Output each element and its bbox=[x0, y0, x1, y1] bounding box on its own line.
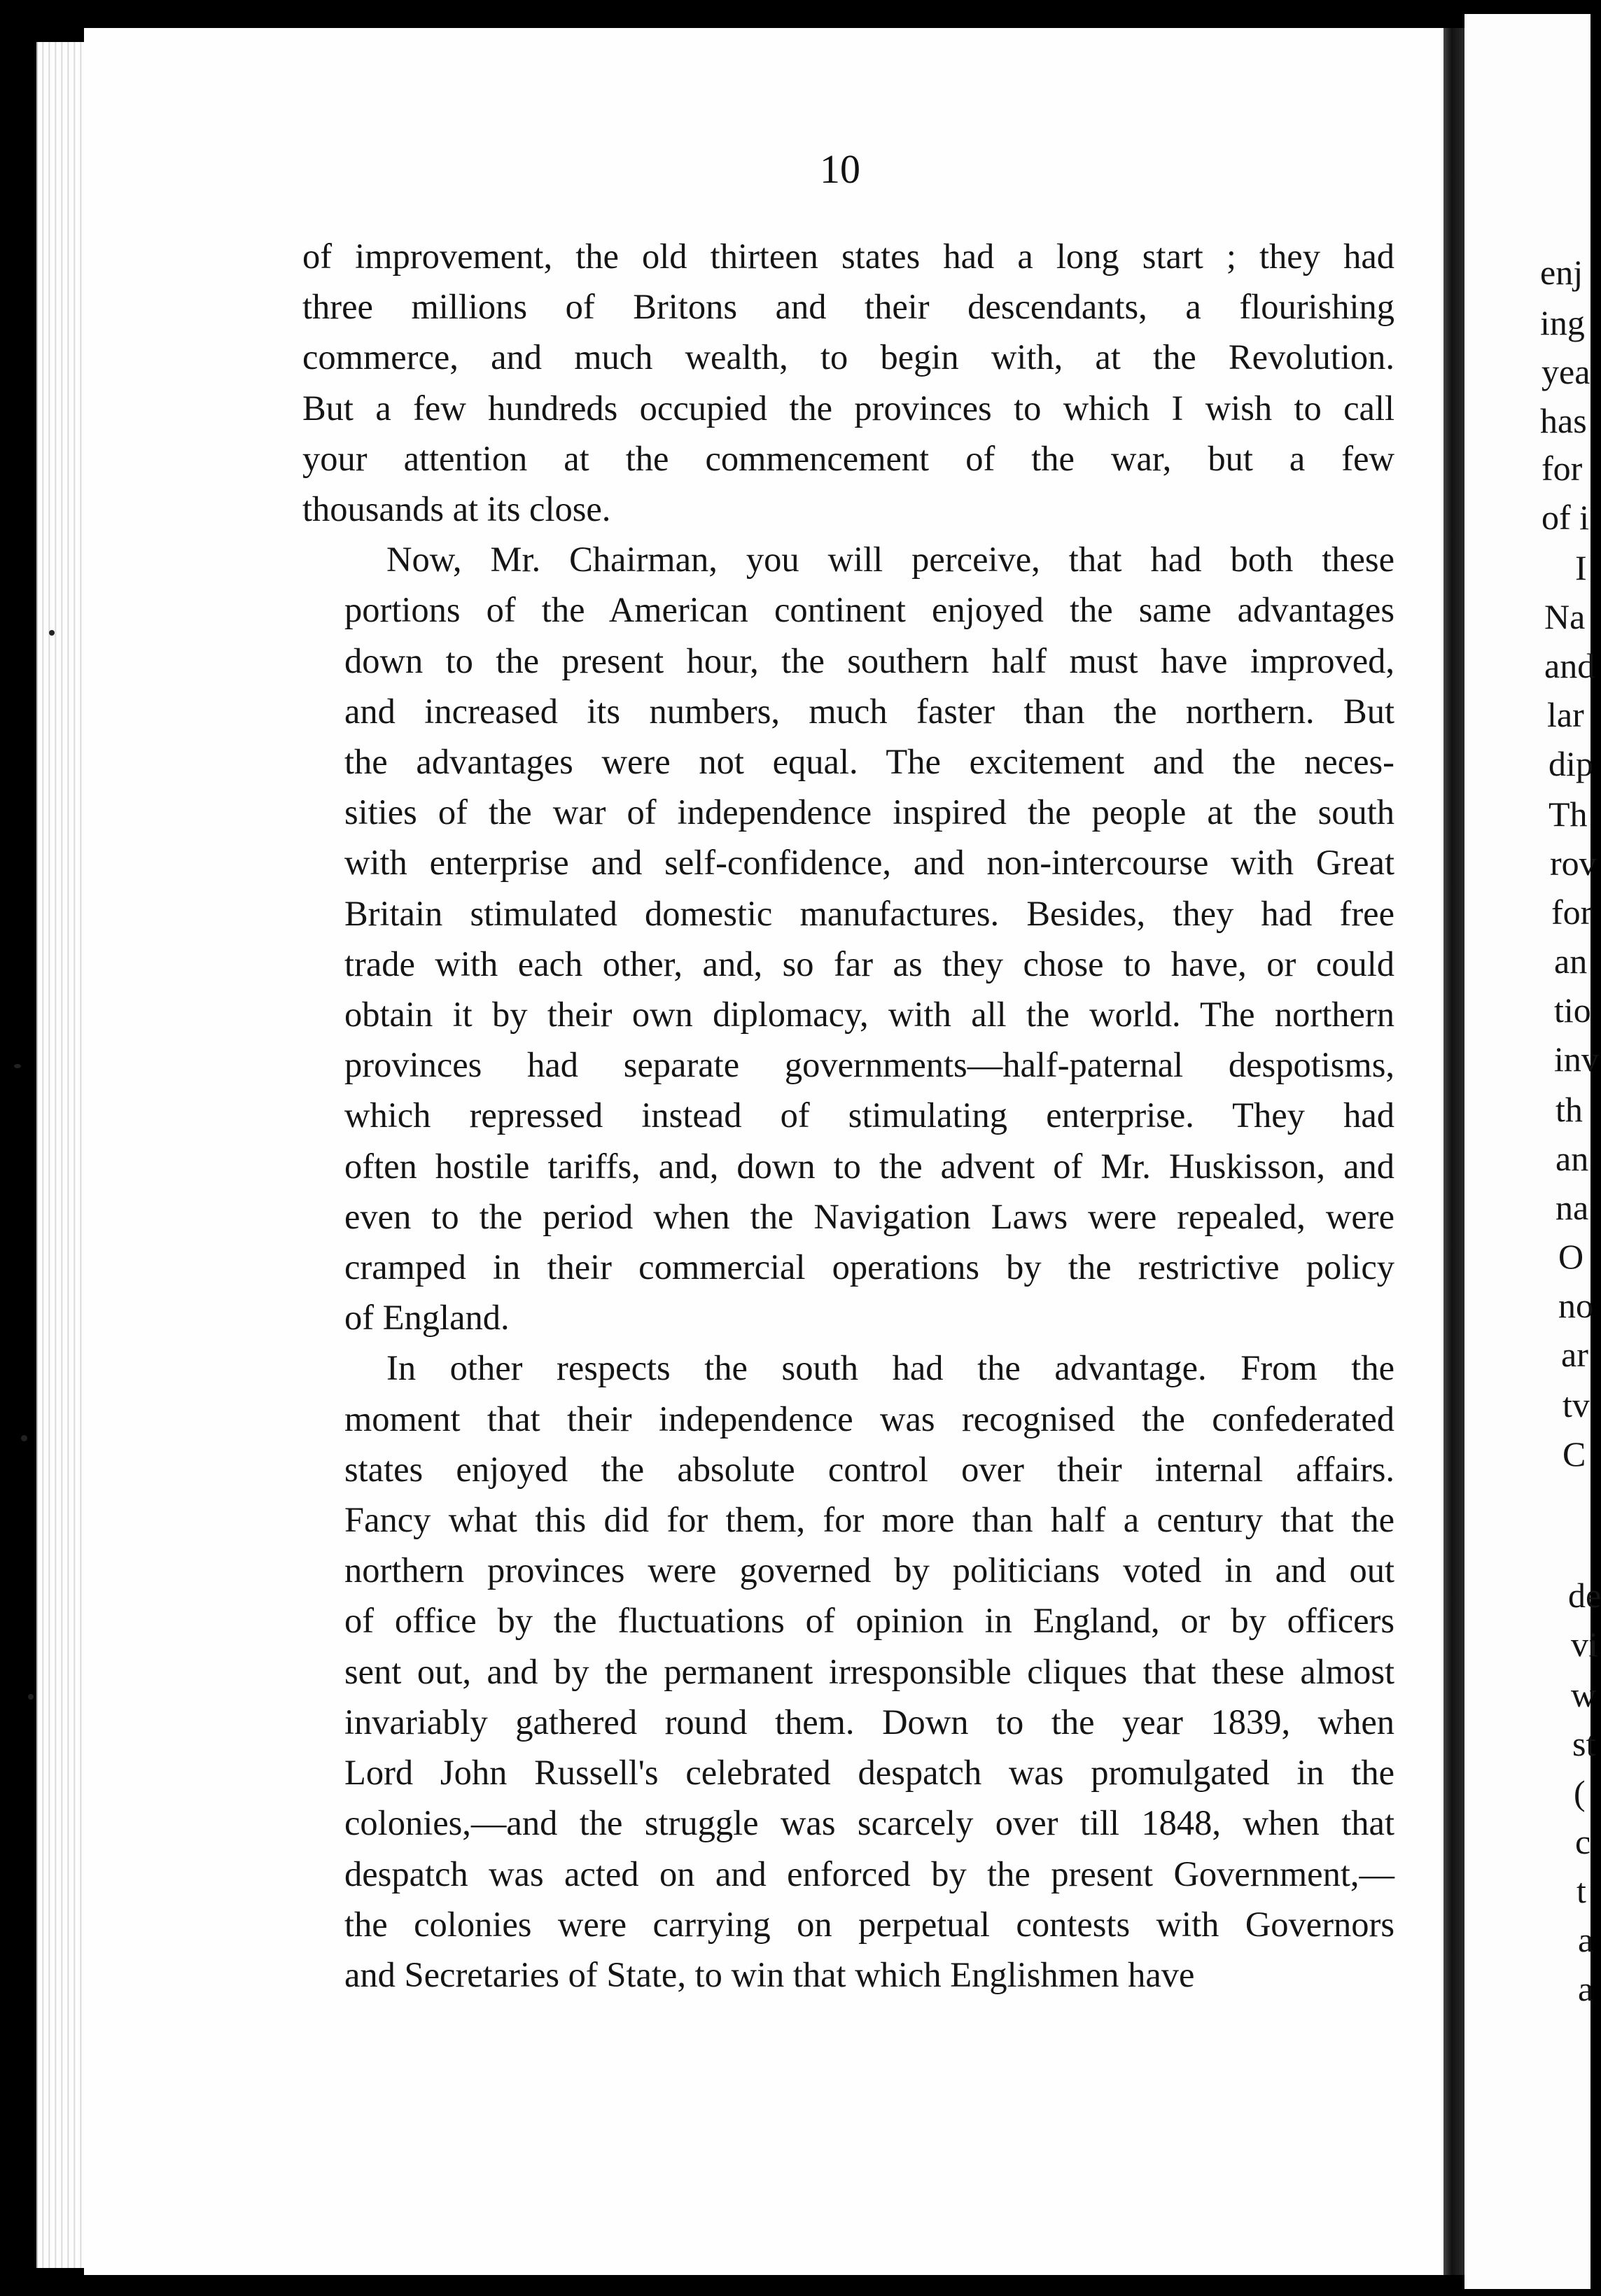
facing-page-fragment: c bbox=[1575, 1822, 1591, 1861]
text-line: the colonies were carrying on perpetual contests with Governors bbox=[344, 1904, 1394, 1944]
text-line: the advantages were not equal. The excitement and the neces- bbox=[344, 742, 1394, 782]
facing-page-fragment: tv bbox=[1562, 1385, 1590, 1424]
text-line: three millions of Britons and their descendants, a flourishing bbox=[302, 287, 1394, 327]
text-line: moment that their independence was recognised the confederated bbox=[344, 1399, 1394, 1438]
facing-page-fragment: t bbox=[1576, 1871, 1586, 1910]
text-line: even to the period when the Navigation Laws were repealed, were bbox=[344, 1196, 1394, 1236]
facing-page-fragment: Na bbox=[1544, 597, 1586, 636]
facing-page-fragment: I bbox=[1575, 548, 1587, 587]
facing-page-fragment: lar bbox=[1547, 695, 1584, 734]
facing-page-fragment: a bbox=[1578, 1969, 1594, 2008]
facing-page-fragment: st bbox=[1572, 1724, 1596, 1763]
text-line: northern provinces were governed by politicians voted in and out bbox=[344, 1550, 1394, 1590]
text-line: which repressed instead of stimulating enterprise. They had bbox=[344, 1096, 1394, 1135]
facing-page-fragment: O bbox=[1558, 1237, 1584, 1276]
text-line: invariably gathered round them. Down to the year 1839, when bbox=[344, 1702, 1394, 1742]
text-line: despatch was acted on and enforced by the present Government,— bbox=[344, 1854, 1394, 1893]
text-line: sent out, and by the permanent irresponsible cliques that these almost bbox=[344, 1651, 1394, 1691]
facing-page-fragment: tio bbox=[1554, 990, 1591, 1030]
facing-page-fragment: vi bbox=[1571, 1625, 1598, 1664]
text-line: Lord John Russell's celebrated despatch was promulgated in the bbox=[344, 1753, 1394, 1793]
text-line: and increased its numbers, much faster than the northern. But bbox=[344, 691, 1394, 731]
facing-page-fragment: and bbox=[1544, 646, 1595, 685]
paragraph bbox=[302, 534, 1394, 1343]
text-line: states enjoyed the absolute control over their internal affairs. bbox=[344, 1449, 1394, 1489]
text-line: Fancy what this did for them, for more than half a century that the bbox=[344, 1500, 1394, 1540]
text-line: often hostile tariffs, and, down to the advent of Mr. Huskisson, and bbox=[344, 1146, 1394, 1186]
scan-speck bbox=[21, 1435, 27, 1441]
text-line: down to the present hour, the southern half must have improved, bbox=[344, 640, 1394, 680]
text-line: your attention at the commencement of the war, but a few bbox=[302, 438, 1394, 478]
facing-page-fragment: rov bbox=[1550, 844, 1597, 883]
scan-speck bbox=[14, 1064, 21, 1068]
facing-page-fragment: for bbox=[1551, 892, 1593, 932]
text-line: provinces had separate governments—half-paternal despotisms, bbox=[344, 1045, 1394, 1085]
facing-page-fragment: an bbox=[1555, 1139, 1589, 1178]
paragraph bbox=[302, 1343, 1394, 2000]
book-gutter bbox=[1443, 28, 1464, 2275]
text-line: of office by the fluctuations of opinion in England, or by officers bbox=[344, 1601, 1394, 1641]
text-line: thousands at its close. bbox=[302, 489, 611, 529]
scan-speck bbox=[28, 1694, 34, 1700]
facing-page-fragment: enj bbox=[1540, 253, 1583, 292]
facing-page-fragment: ing bbox=[1540, 303, 1585, 342]
facing-page-fragment: w bbox=[1571, 1675, 1597, 1714]
facing-page-fragment: th bbox=[1555, 1090, 1583, 1129]
text-line: commerce, and much wealth, to begin with, at the Revolution. bbox=[302, 337, 1394, 377]
text-line: with enterprise and self-confidence, and non-intercourse with Great bbox=[344, 843, 1394, 883]
facing-page-fragment: Th bbox=[1548, 794, 1588, 834]
facing-page-fragment: no bbox=[1558, 1286, 1593, 1325]
text-line: of improvement, the old thirteen states had a long start ; they had bbox=[302, 237, 1394, 276]
facing-page-fragment: ( bbox=[1574, 1773, 1586, 1812]
facing-page-fragment: ar bbox=[1561, 1335, 1588, 1374]
text-line: cramped in their commercial operations by the restrictive policy bbox=[344, 1247, 1394, 1287]
facing-page-fragment: a bbox=[1578, 1920, 1594, 1959]
text-line: In other respects the south had the advantage. From the bbox=[386, 1348, 1394, 1388]
facing-page-fragment: yea bbox=[1541, 352, 1590, 391]
text-line: Now, Mr. Chairman, you will perceive, that had both these bbox=[386, 540, 1394, 580]
text-line: trade with each other, and, so far as they chose to have, or could bbox=[344, 944, 1394, 983]
body-text bbox=[302, 231, 1394, 2000]
text-line: Britain stimulated domestic manufactures. Besides, they had free bbox=[344, 893, 1394, 933]
text-line: sities of the war of independence inspired the people at the south bbox=[344, 792, 1394, 832]
text-line: of England. bbox=[344, 1298, 510, 1338]
facing-page-fragment: an bbox=[1554, 941, 1588, 981]
facing-page-fragment: C bbox=[1562, 1434, 1586, 1474]
paragraph bbox=[302, 231, 1394, 534]
facing-page-fragment: de bbox=[1568, 1576, 1601, 1615]
facing-page-fragment: has bbox=[1540, 401, 1587, 440]
facing-page-fragment: na bbox=[1555, 1188, 1589, 1227]
text-line: colonies,—and the struggle was scarcely over till 1848, when that bbox=[344, 1803, 1394, 1843]
text-line: and Secretaries of State, to win that which Englishmen have bbox=[344, 1954, 1195, 1994]
facing-page-fragment: inv bbox=[1554, 1040, 1599, 1079]
facing-page-fragment: of i bbox=[1541, 498, 1590, 537]
text-line: obtain it by their own diplomacy, with all the world. The northern bbox=[344, 995, 1394, 1035]
text-line: portions of the American continent enjoyed the same advantages bbox=[344, 590, 1394, 630]
scan-speck bbox=[49, 630, 55, 636]
page-number: 10 bbox=[820, 146, 860, 192]
facing-page-fragment: dip bbox=[1548, 744, 1593, 783]
text-line: But a few hundreds occupied the provinces to which I wish to call bbox=[302, 388, 1394, 428]
facing-page-fragment: for bbox=[1541, 449, 1583, 488]
